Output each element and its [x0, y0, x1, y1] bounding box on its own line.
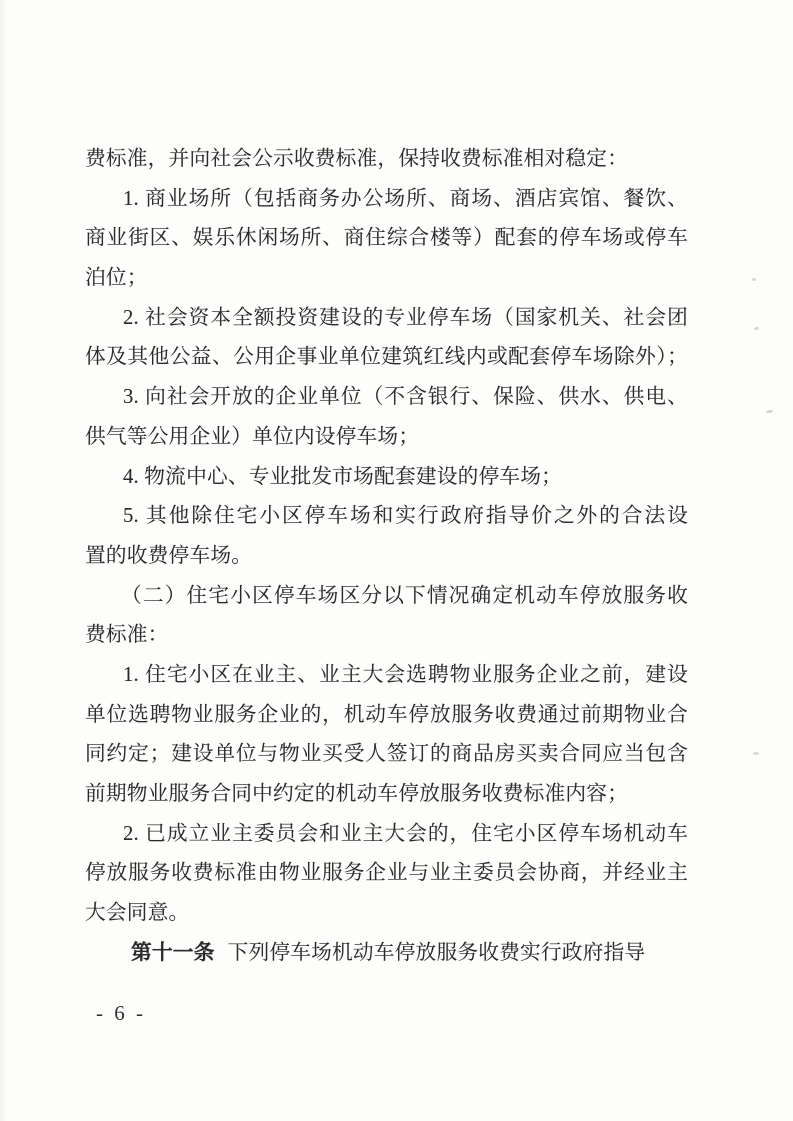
text-line: 同约定；建设单位与物业买受人签订的商品房买卖合同应当包含 [85, 743, 688, 766]
text-line: 2. 社会资本全额投资建设的专业停车场（国家机关、社会团 [123, 306, 688, 329]
text-line: 1. 商业场所（包括商务办公场所、商场、酒店宾馆、餐饮、 [123, 187, 688, 210]
scanner-edge-shadow [0, 0, 7, 1121]
text-line: 泊位； [85, 267, 148, 290]
scan-speckle [752, 278, 756, 281]
document-body [85, 140, 688, 973]
text-line: 3. 向社会开放的企业单位（不含银行、保险、供水、供电、 [123, 386, 688, 409]
text-line: 供气等公用企业）单位内设停车场； [85, 425, 420, 448]
text-line [85, 934, 688, 974]
text-line: 体及其他公益、公用企事业单位建筑红线内或配套停车场除外）； [85, 346, 688, 369]
text-line: 商业街区、娱乐休闲场所、商住综合楼等）配套的停车场或停车 [85, 227, 688, 250]
text-line: 置的收费停车场。 [85, 544, 253, 567]
article-11-label: 第十一条 [131, 941, 215, 964]
article-11-text: 下列停车场机动车停放服务收费实行政府指导 [227, 941, 646, 964]
text-line: （二）住宅小区停车场区分以下情况确定机动车停放服务收 [121, 584, 688, 607]
text-line: 费标准： [85, 624, 169, 647]
text-line: 4. 物流中心、专业批发市场配套建设的停车场； [123, 465, 563, 488]
page-number: - 6 - [96, 1001, 146, 1025]
text-line: 前期物业服务合同中约定的机动车停放服务收费标准内容； [85, 783, 629, 805]
scan-speckle [753, 752, 759, 755]
text-line: 1. 住宅小区在业主、业主大会选聘物业服务企业之前，建设 [123, 663, 688, 686]
scan-speckle [766, 410, 773, 414]
text-line: 停放服务收费标准由物业服务企业与业主委员会协商，并经业主 [85, 862, 688, 885]
text-line: 5. 其他除住宅小区停车场和实行政府指导价之外的合法设 [123, 505, 688, 528]
text-line: 费标准，并向社会公示收费标准，保持收费标准相对稳定： [85, 148, 629, 170]
text-line: 大会同意。 [85, 902, 190, 925]
text-line: 2. 已成立业主委员会和业主大会的，住宅小区停车场机动车 [123, 822, 688, 845]
scan-speckle [754, 326, 760, 330]
text-line: 单位选聘物业服务企业的，机动车停放服务收费通过前期物业合 [85, 703, 688, 726]
